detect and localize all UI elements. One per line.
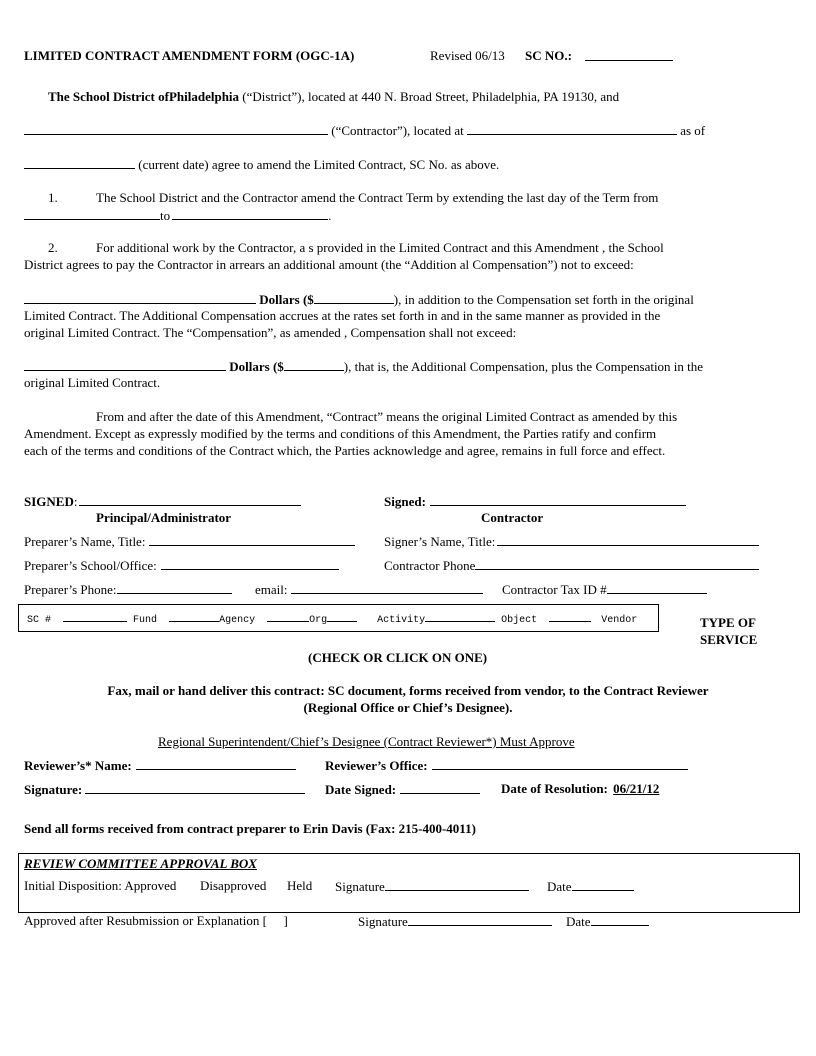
resubmission-signature-label: Signature <box>358 914 408 929</box>
resubmission-date-field[interactable] <box>591 913 649 926</box>
resubmission-date-line <box>566 913 649 930</box>
preparer-name-field[interactable] <box>149 533 355 546</box>
contractor-phone-field[interactable] <box>475 557 759 570</box>
contractor-name-field[interactable] <box>24 122 328 135</box>
contractor-address-field[interactable] <box>467 122 677 135</box>
preparer-school-field[interactable] <box>161 557 339 570</box>
dollars2-label: Dollars ($ <box>229 359 284 374</box>
preparer-name-line <box>24 533 355 550</box>
district-name-city: Philadelphia <box>168 89 240 104</box>
reviewer-office-label: Reviewer’s Office: <box>325 758 428 773</box>
resubmission-line <box>24 913 288 929</box>
object-field[interactable] <box>549 612 591 622</box>
vendor-label: Vendor <box>601 615 638 626</box>
routing-line2: (Regional Office or Chief’s Designee). <box>303 700 513 715</box>
as-of-text: as of <box>676 123 706 138</box>
principal-signature-field[interactable] <box>79 493 301 506</box>
resubmission-label: Approved after Resubmission or Explanation [ <box>24 913 267 928</box>
to-text: to <box>160 208 171 223</box>
date-resolution-line <box>501 781 659 797</box>
dollars1-after: ), in addition to the Compensation set forth in the original <box>393 292 694 307</box>
dollars2-line <box>24 358 703 375</box>
resubmission-bracket: ] <box>283 913 288 928</box>
signed-left-line: SIGNED: <box>24 493 301 510</box>
date-resolution-label: Date of Resolution: <box>501 781 608 796</box>
email-field[interactable] <box>291 581 483 594</box>
object-label: Object <box>501 615 538 626</box>
signer-name-label: Signer’s Name, Title: <box>384 534 496 549</box>
district-address: (“District”), located at 440 N. Broad Street, Philadelphia, PA 19130, and <box>239 89 620 104</box>
item2-number: 2. <box>48 240 58 255</box>
term-to-field[interactable] <box>172 207 328 220</box>
term-period: . <box>328 208 332 223</box>
must-approve-note: Regional Superintendent/Chief’s Designee (Contract Reviewer*) Must Approve <box>158 734 575 749</box>
committee-date-field[interactable] <box>572 878 634 891</box>
sc-field[interactable] <box>63 612 127 622</box>
dollars1-line2: Limited Contract. The Additional Compensation accrues at the rates set forth in and in the same manner as provided in the <box>24 308 661 323</box>
email-line <box>255 581 483 598</box>
closing-line2: Amendment. Except as expressly modified by the terms and conditions of this Amendment, the Parties ratify and confirm <box>24 426 657 441</box>
contractor-located-text: (“Contractor”), located at <box>328 123 467 138</box>
preparer-name-label: Preparer’s Name, Title: <box>24 534 146 549</box>
signed-right-label: Signed: <box>384 494 426 509</box>
term-from-field[interactable] <box>24 207 160 220</box>
send-forms-note: Send all forms received from contract preparer to Erin Davis (Fax: 215-400-4011) <box>24 821 476 836</box>
committee-date-line <box>547 878 634 895</box>
additional-amount-words-field[interactable] <box>24 291 256 304</box>
fund-field[interactable] <box>169 612 219 622</box>
reviewer-name-field[interactable] <box>136 757 296 770</box>
tax-id-field[interactable] <box>607 581 707 594</box>
signer-name-field[interactable] <box>497 533 759 546</box>
dollars2-line2: original Limited Contract. <box>24 375 161 390</box>
date-signed-label: Date Signed: <box>325 782 397 797</box>
tax-id-label: Contractor Tax ID # <box>502 582 607 597</box>
additional-amount-field[interactable] <box>314 291 394 304</box>
item1-text: The School District and the Contractor amend the Contract Term by extending the last day of the Term from <box>96 190 659 205</box>
current-date-line <box>24 156 499 173</box>
disapproved-option[interactable]: Disapproved <box>200 878 267 893</box>
district-name: The School District of <box>48 89 169 104</box>
activity-field[interactable] <box>425 612 495 622</box>
closing-line1: From and after the date of this Amendment, “Contract” means the original Limited Contract as amended by this <box>96 409 678 424</box>
reviewer-office-field[interactable] <box>432 757 688 770</box>
principal-label: Principal/Administrator <box>96 510 232 525</box>
reviewer-signature-label: Signature: <box>24 782 83 797</box>
agency-field[interactable] <box>267 612 309 622</box>
committee-signature-field[interactable] <box>385 878 529 891</box>
reviewer-office-line <box>325 757 688 774</box>
intro-line <box>48 89 619 105</box>
accounting-box <box>18 604 659 632</box>
reviewer-signature-line <box>24 781 305 798</box>
item1-number: 1. <box>48 190 58 205</box>
contractor-label: Contractor <box>481 510 544 525</box>
preparer-phone-label: Preparer’s Phone: <box>24 582 117 597</box>
contractor-line <box>24 122 705 139</box>
preparer-school-label: Preparer’s School/Office: <box>24 558 157 573</box>
signed-left-label: SIGNED <box>24 494 74 509</box>
type-of-label: TYPE OF <box>700 615 756 630</box>
accounting-row <box>27 612 637 627</box>
current-date-field[interactable] <box>24 156 135 169</box>
sc-label: SC # <box>27 615 52 626</box>
org-label: Org <box>309 615 328 626</box>
closing-line3: each of the terms and conditions of the Contract which, the Parties acknowledge and agree, remains in full force and effect. <box>24 443 666 458</box>
sc-no-field[interactable] <box>585 48 673 65</box>
signed-right-line <box>384 493 686 510</box>
date-resolution-value[interactable]: 06/21/12 <box>613 781 660 796</box>
committee-date-label: Date <box>547 879 572 894</box>
held-option[interactable]: Held <box>287 878 313 893</box>
date-signed-field[interactable] <box>400 781 480 794</box>
signer-name-line <box>384 533 759 550</box>
routing-line1: Fax, mail or hand deliver this contract: SC document, forms received from vendor, to the Contract Reviewer <box>107 683 709 698</box>
dollars1-label: Dollars ($ <box>259 292 314 307</box>
activity-label: Activity <box>377 615 426 626</box>
item2-text-line1: For additional work by the Contractor, a s provided in the Limited Contract and this Amendment , the School <box>96 240 664 255</box>
review-committee-box <box>18 853 800 913</box>
resubmission-date-label: Date <box>566 914 591 929</box>
tax-id-line <box>502 581 707 598</box>
initial-disposition-label[interactable]: Initial Disposition: Approved <box>24 878 177 893</box>
reviewer-signature-field[interactable] <box>85 781 305 794</box>
org-field[interactable] <box>327 612 357 622</box>
fund-label: Fund <box>133 615 158 626</box>
resubmission-signature-line <box>358 913 552 930</box>
total-amount-words-field[interactable] <box>24 358 226 371</box>
dollars1-line3: original Limited Contract. The “Compensation”, as amended , Compensation shall not exceed: <box>24 325 517 340</box>
reviewer-name-line <box>24 757 296 774</box>
sc-no-label: SC NO.: <box>525 48 572 63</box>
preparer-phone-line <box>24 581 232 598</box>
committee-signature-line <box>335 878 529 895</box>
reviewer-name-label: Reviewer’s* Name: <box>24 758 132 773</box>
resubmission-signature-field[interactable] <box>408 913 552 926</box>
dollars1-line <box>24 291 694 308</box>
check-one-label[interactable]: (CHECK OR CLICK ON ONE) <box>308 650 488 665</box>
date-signed-line <box>325 781 480 798</box>
dollars2-after: ), that is, the Additional Compensation, plus the Compensation in the <box>343 359 704 374</box>
form-title: LIMITED CONTRACT AMENDMENT FORM (OGC-1A) <box>24 48 355 63</box>
total-amount-field[interactable] <box>284 358 344 371</box>
committee-signature-label: Signature <box>335 879 385 894</box>
service-label: SERVICE <box>700 632 758 647</box>
agency-label: Agency <box>219 615 256 626</box>
email-label: email: <box>255 582 288 597</box>
term-line <box>24 207 331 224</box>
revised-date: Revised 06/13 <box>430 48 505 63</box>
current-date-text: (current date) agree to amend the Limited Contract, SC No. as above. <box>135 157 500 172</box>
preparer-phone-field[interactable] <box>117 581 232 594</box>
committee-title: REVIEW COMMITTEE APPROVAL BOX <box>24 856 257 871</box>
item2-text-line2: District agrees to pay the Contractor in arrears an additional amount (the “Addition al Compensation”) not to exceed: <box>24 257 634 272</box>
contractor-signature-field[interactable] <box>430 493 686 506</box>
contractor-phone-label: Contractor Phone <box>384 558 476 573</box>
preparer-school-line <box>24 557 339 574</box>
contractor-phone-line <box>384 557 759 574</box>
